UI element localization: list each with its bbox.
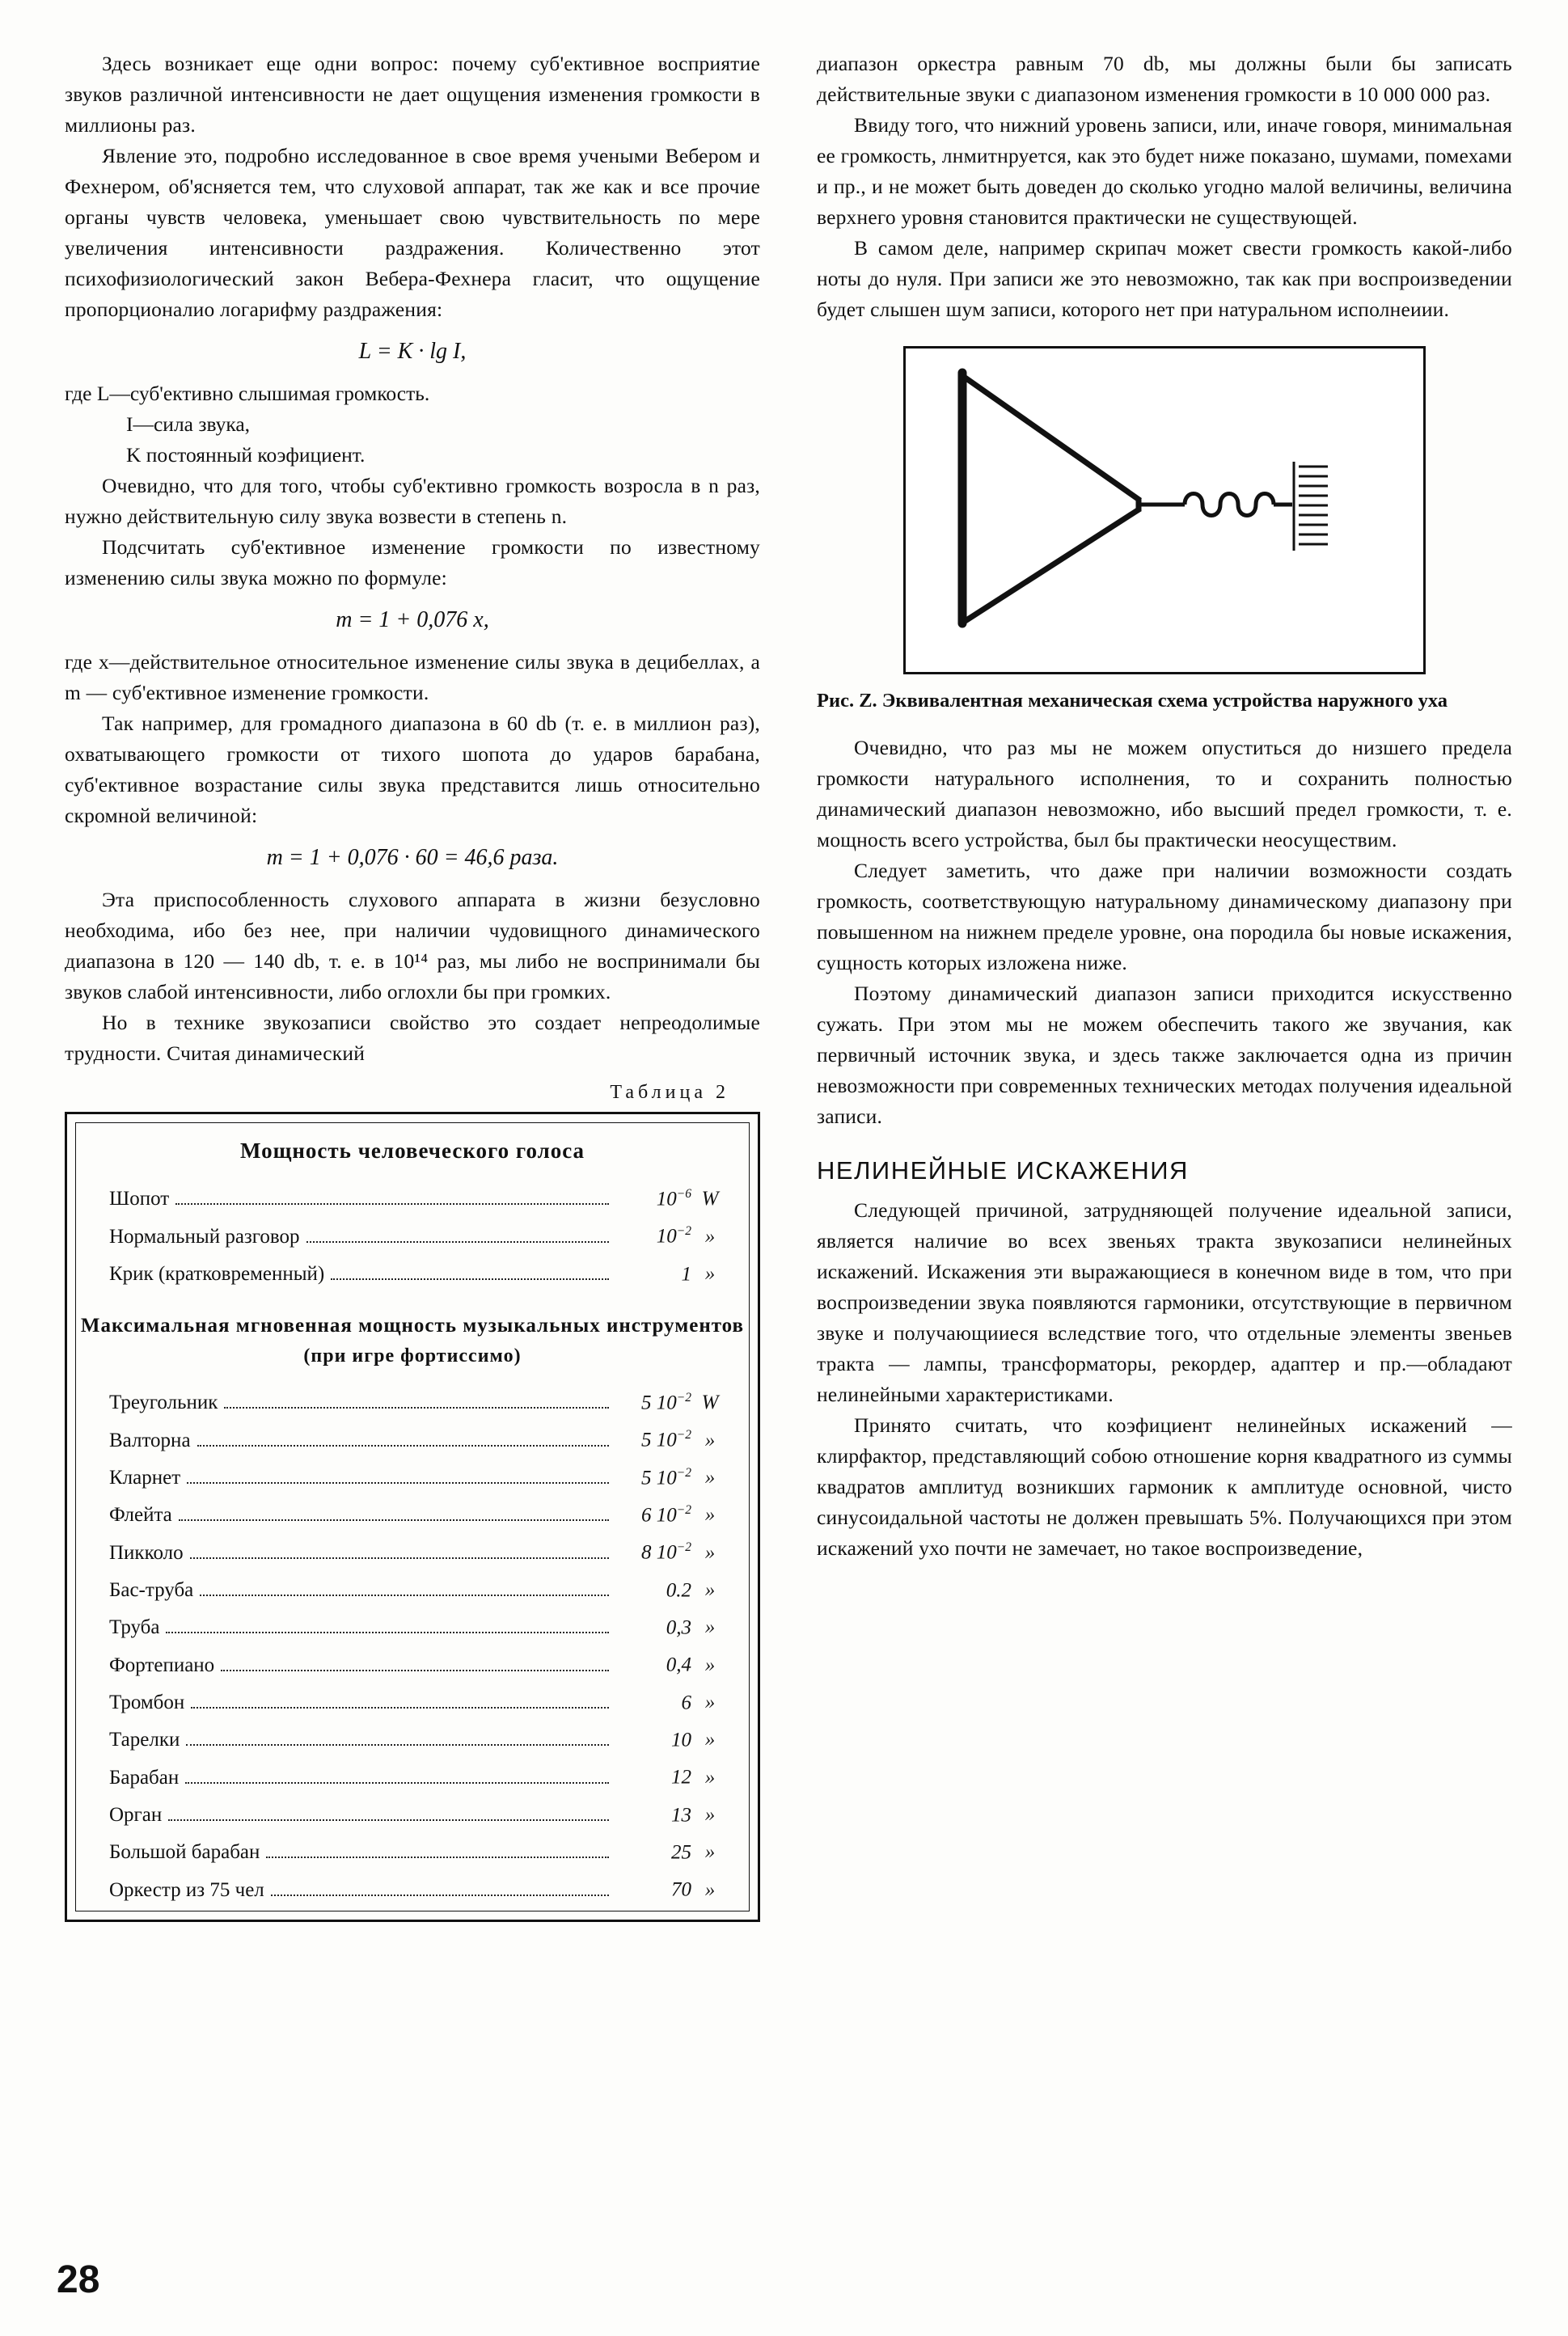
row-label: Флейта (109, 1504, 172, 1527)
row-value: 5 $10^{-2}$ (641, 1428, 691, 1451)
figure-ear-mechanical-schematic (903, 346, 1426, 674)
paragraph: диапазон оркестра равным 70 db, мы должны были бы записать действительные звуки с диапазоном изменения громкости в 10 000 000 раз. (817, 52, 1512, 106)
right-column (817, 49, 1512, 1922)
row-value: 70 (671, 1878, 691, 1901)
table-row (72, 1215, 753, 1252)
row-label: Бас-труба (109, 1578, 194, 1601)
table-row (72, 1419, 753, 1456)
figure-caption: Рис. Z. Эквивалентная механическая схема устройства наружного уха (817, 690, 1448, 712)
formula-example: m = 1 + 0,076 · 60 = 46,6 раза. (266, 845, 559, 870)
paragraph: Принято считать, что коэфициент нелинейных искажений — клирфактор, представляющий собою отношение корня квадратного из суммы квадратов амплитуд возникших гармоник к амплитуде основной, чисто синусоидальной частоты не должен превышать 5%. Получающихся при этом искажений ухо почти не замечает, но такое воспроизведение, (817, 1413, 1512, 1560)
row-value: 8 $10^{-2}$ (641, 1540, 691, 1564)
row-unit: » (704, 1578, 716, 1601)
page-number: 28 (57, 2258, 100, 2301)
table-row (72, 1457, 753, 1494)
leader-dots (221, 1670, 609, 1671)
paragraph: Поэтому динамический диапазон записи приходится искусственно сужать. При этом мы не можем обеспечить такого же звучания, как первичный источник звука, и здесь также заключается одна из причин невозможности при современных технических методах получения идеальной записи. (817, 982, 1512, 1128)
leader-dots (224, 1407, 609, 1409)
row-label: Тарелки (109, 1729, 180, 1751)
definition-line: где L—суб'ективно слышимая громкость. (65, 382, 430, 405)
leader-dots (331, 1278, 609, 1280)
row-value: 6 $10^{-2}$ (641, 1502, 691, 1527)
row-label: Орган (109, 1803, 163, 1826)
row-label: Фортепиано (109, 1654, 215, 1676)
row-label: Шопот (109, 1188, 170, 1210)
leader-dots (191, 1707, 609, 1709)
row-value: 0,3 (666, 1616, 691, 1639)
row-value: $10^{-2}$ (656, 1224, 691, 1248)
row-unit: » (704, 1841, 716, 1864)
table-header-instrument-power: Максимальная мгновенная мощность музыкальных инструментов (80, 1314, 745, 1337)
row-label: Крик (кратковременный) (109, 1262, 325, 1285)
leader-dots (200, 1595, 609, 1596)
definition-line: I—сила звука, (126, 412, 251, 436)
page-content (65, 49, 1512, 2288)
row-unit: » (704, 1691, 716, 1713)
row-unit: » (704, 1541, 716, 1564)
table-row (72, 1756, 753, 1793)
section-heading-nonlinear-distortion: НЕЛИНЕЙНЫЕ ИСКАЖЕНИЯ (817, 1156, 1189, 1185)
paragraph: Явление это, подробно исследованное в свое время учеными Вебером и Фехнером, об'ясняется тем, что слуховой аппарат, так же как и все прочие органы чувств человека, уменьшает свою чувствительность по мере увеличения интенсивности раздражения. Количественно этот психофизиологический закон Вебера-Фехнера гласит, что ощущение пропорционалио логарифму раздражения: (65, 144, 760, 321)
row-unit: » (704, 1466, 716, 1489)
figure-drawing (906, 348, 1423, 672)
row-unit: » (704, 1878, 716, 1901)
leader-dots (306, 1241, 609, 1243)
paragraph: Подсчитать суб'ективное изменение громкости по известному изменению силы звука можно по формуле: (65, 535, 760, 589)
row-unit: » (704, 1729, 716, 1751)
paragraph: Эта приспособленность слухового аппарата в жизни безусловно необходима, ибо без нее, при наличии чудовищного динамического диапазона в 120 — 140 db, т. е. в 10¹⁴ раз, мы либо не воспринимали бы звуков слабой интенсивности, либо оглохли бы при громких. (65, 888, 760, 1003)
row-label: Тромбон (109, 1691, 185, 1713)
table-2 (65, 1112, 760, 1922)
table-caption: Таблица 2 (610, 1082, 729, 1103)
row-unit: » (704, 1616, 716, 1639)
table-row (72, 1794, 753, 1831)
leader-dots (271, 1895, 609, 1896)
row-unit: » (704, 1766, 716, 1789)
row-label: Барабан (109, 1766, 180, 1789)
leader-dots (187, 1482, 609, 1484)
paragraph: где x—действительное относительное изменение силы звука в децибеллах, а m — суб'ективное изменение громкости. (65, 650, 760, 704)
row-unit: W (701, 1392, 719, 1414)
row-unit: » (704, 1225, 716, 1248)
row-value: 12 (671, 1766, 691, 1789)
row-value: 0.2 (666, 1578, 691, 1601)
row-value: 0,4 (666, 1654, 691, 1676)
row-value: 1 (681, 1262, 691, 1285)
table-row (72, 1831, 753, 1869)
table-row (72, 1607, 753, 1644)
paragraph: Ввиду того, что нижний уровень записи, или, иначе говоря, минимальная ее громкость, лнмитнруется, как это будет ниже показано, шумами, помехами и пр., и не может быть доведен до сколько угодно малой величины, величина верхнего уровня становится практически не существующей. (817, 113, 1512, 229)
table-row (72, 1682, 753, 1719)
formula-weber-fechner: L = K · lg I, (358, 339, 467, 364)
table-row (72, 1569, 753, 1607)
table-subheader-fortissimo: (при игре фортиссимо) (303, 1345, 522, 1367)
two-column-layout (65, 49, 1512, 1922)
row-label: Труба (109, 1616, 160, 1639)
row-label: Треугольник (109, 1392, 218, 1414)
row-label: Валторна (109, 1429, 191, 1451)
table-row (72, 1869, 753, 1906)
table-header-voice-power: Мощность человеческого голоса (239, 1138, 585, 1163)
paragraph: Очевидно, что для того, чтобы суб'ективно громкость возросла в n раз, нужно действительную силу звука возвести в степень n. (65, 474, 760, 528)
table-row (72, 1644, 753, 1681)
row-unit: W (701, 1188, 719, 1210)
table-row (72, 1253, 753, 1291)
table-row (72, 1494, 753, 1531)
leader-dots (185, 1782, 609, 1784)
leader-dots (186, 1744, 609, 1746)
leader-dots (190, 1557, 609, 1559)
table-row (72, 1719, 753, 1756)
leader-dots (175, 1203, 609, 1205)
paragraph: Очевидно, что раз мы не можем опуститься до низшего предела громкости натурального исполнения, то и сохранить полностью динамический диапазон невозможно, ибо высший предел громкости, т. е. мощность всего устройства, был бы практически неосуществим. (817, 736, 1512, 851)
definition-line: K постоянный коэфициент. (126, 443, 366, 467)
row-value: 10 (671, 1729, 691, 1751)
paragraph: Так например, для громадного диапазона в 60 db (т. е. в миллион раз), охватывающего громкости от тихого шопота до ударов барабана, суб'ективное возрастание силы звука представится лишь относительно скромной величиной: (65, 712, 760, 827)
row-unit: » (704, 1504, 716, 1527)
row-unit: » (704, 1262, 716, 1285)
row-label: Кларнет (109, 1466, 181, 1489)
row-value: 5 $10^{-2}$ (641, 1465, 691, 1489)
row-value: $10^{-6}$ (656, 1187, 691, 1210)
leader-dots (166, 1632, 609, 1633)
table-row (72, 1382, 753, 1419)
leader-dots (266, 1857, 609, 1858)
formula-loudness-change: m = 1 + 0,076 x, (336, 607, 489, 632)
row-unit: » (704, 1654, 716, 1676)
row-unit: » (704, 1803, 716, 1826)
paragraph: В самом деле, например скрипач может свести громкость какой-либо ноты до нуля. При записи же это невозможно, так как при воспроизведении будет слышен шум записи, которого нет при натуральном исполнеиии. (817, 236, 1512, 321)
paragraph: Следует заметить, что даже при наличии возможности создать громкость, соответствующую натуральному динамическому диапазону при повышенном на нижнем пределе уровне, она породила бы новые искажения, сущность которых изложена ниже. (817, 859, 1512, 974)
row-label: Большой барабан (109, 1841, 260, 1864)
row-value: 5 $10^{-2}$ (641, 1390, 691, 1414)
leader-dots (179, 1519, 609, 1521)
row-value: 13 (671, 1803, 691, 1826)
row-unit: » (704, 1429, 716, 1451)
paragraph: Но в технике звукозаписи свойство это создает непреодолимые трудности. Считая динамический (65, 1011, 760, 1065)
table-row (72, 1531, 753, 1569)
row-value: 6 (681, 1691, 691, 1713)
row-label: Пикколо (109, 1541, 184, 1564)
left-column (65, 49, 760, 1922)
row-value: 25 (671, 1841, 691, 1864)
leader-dots (168, 1819, 609, 1821)
row-label: Нормальный разговор (109, 1225, 300, 1248)
paragraph: Здесь возникает еще одни вопрос: почему суб'ективное восприятие звуков различной интенсивности не дает ощущения изменения громкости в миллионы раз. (65, 52, 760, 137)
row-label: Оркестр из 75 чел (109, 1878, 264, 1901)
table-row (72, 1178, 753, 1215)
leader-dots (197, 1445, 609, 1447)
paragraph: Следующей причиной, затрудняющей получение идеальной записи, является наличие во всех звеньях тракта звукозаписи нелинейных искажений. Искажения эти выражающиеся в конечном виде в том, что при воспроизведении звука появляются гармоники, отсутствующие в первичном звуке и получающииеся вследствие того, что отдельные элементы звеньев тракта — лампы, трансформаторы, рекордер, адаптер и пр.—обладают нелинейными характеристиками. (817, 1198, 1512, 1406)
